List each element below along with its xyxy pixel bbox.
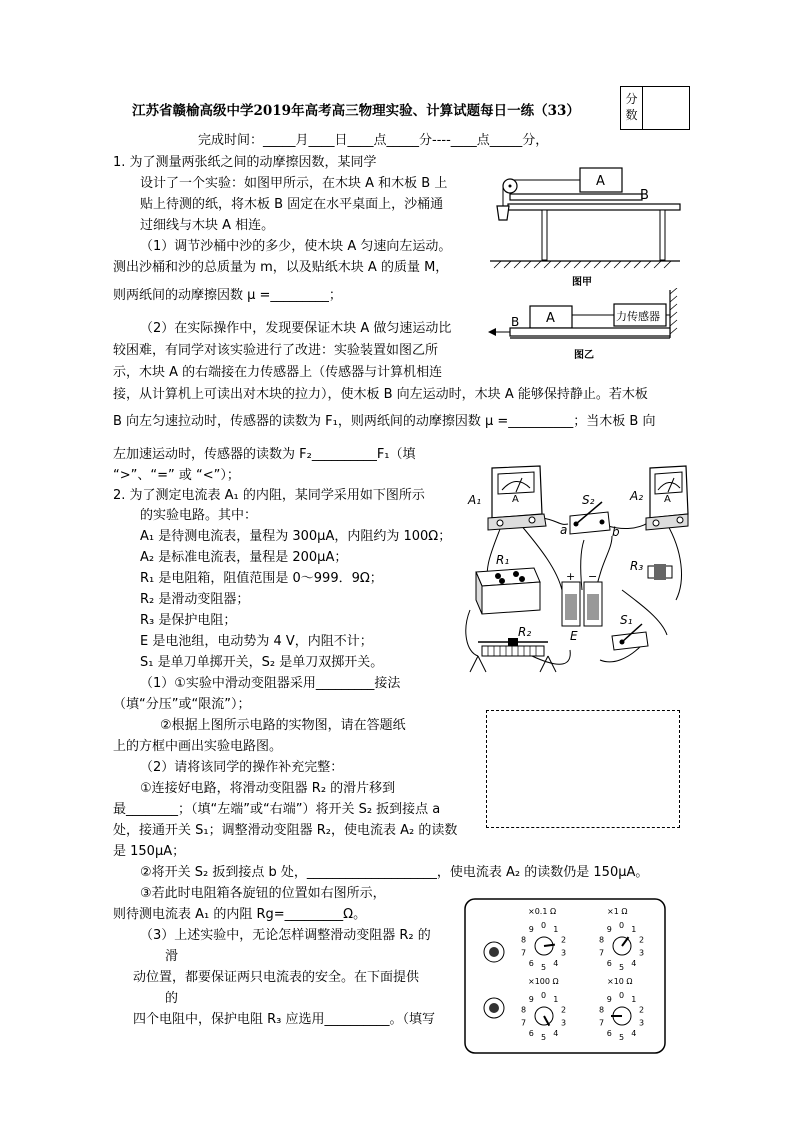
arrow-left-icon	[488, 328, 496, 336]
resistance-dials-figure	[464, 898, 666, 1054]
dial-digit: 8	[521, 1005, 527, 1015]
dial-digit: 8	[521, 935, 527, 945]
switch-s1	[612, 624, 648, 650]
q1-line: 测出沙桶和沙的总质量为 m，以及贴纸木块 A 的质量 M，	[113, 260, 449, 275]
q2-line: R₁ 是电阻箱，阻值范围是 0～999．9Ω；	[140, 571, 383, 586]
dial-digit: 9	[528, 925, 534, 934]
resistor-r3	[648, 564, 672, 580]
label-r1: R₁	[496, 553, 510, 567]
q1-line: 过细线与木块 A 相连。	[140, 218, 275, 233]
label-contact-b: b	[612, 525, 620, 539]
figure-caption: 图乙	[574, 350, 594, 361]
dial-digit: 4	[553, 959, 559, 968]
completion-time: 完成时间：_____月____日____点_____分----____点_____分，	[198, 133, 549, 148]
dial-digit: 8	[599, 935, 605, 945]
q1-line: （1）调节沙桶中沙的多少，使木块 A 匀速向左运动。	[140, 239, 452, 254]
dial-digit: 1	[553, 995, 559, 1004]
dial-digit: 7	[521, 1018, 527, 1028]
label-r3: R₃	[630, 559, 644, 573]
dial-label-x10: ×10 Ω	[607, 977, 633, 986]
dial-digit: 2	[561, 1005, 567, 1015]
label-s1: S₁	[620, 613, 633, 627]
q2-line: ②根据上图所示电路的实物图，请在答题纸	[160, 718, 406, 733]
dial-digit: 3	[561, 1018, 567, 1028]
dial-digit: 1	[553, 925, 559, 934]
q2-line: 是 150μA；	[113, 844, 186, 859]
score-box	[620, 86, 690, 130]
label-r2: R₂	[518, 625, 532, 639]
q2-line: （2）请将该同学的操作补充完整：	[140, 760, 344, 775]
dial-digit: 5	[619, 963, 625, 972]
sand-bucket-icon	[497, 206, 509, 220]
dial-digit: 2	[639, 935, 645, 945]
dial-digit: 6	[606, 1029, 612, 1038]
dial-digit: 6	[528, 959, 534, 968]
dial-digit: 4	[631, 959, 637, 968]
q1-line: B 向左匀速拉动时，传感器的读数为 F₁，则两纸间的动摩擦因数 μ =__________；当木板 B 向	[113, 414, 656, 429]
resistance-box-r1	[476, 568, 540, 614]
label-contact-a: a	[560, 523, 568, 537]
battery-plus: +	[566, 570, 576, 583]
dial-digit: 2	[561, 935, 567, 945]
dial-digit: 0	[619, 991, 625, 1000]
dial-label-x0.1: ×0.1 Ω	[528, 907, 557, 916]
dial-digit: 6	[528, 1029, 534, 1038]
dial-digit: 3	[561, 948, 567, 958]
figure-caption: 图甲	[572, 277, 592, 288]
battery-minus: −	[588, 570, 598, 583]
q2-line: R₃ 是保护电阻；	[140, 613, 237, 628]
q2-line: 四个电阻中，保护电阻 R₃ 应选用__________。（填写	[133, 1012, 436, 1027]
dial-digit: 9	[606, 925, 612, 934]
q2-line: （3）上述实验中，无论怎样调整滑动变阻器 R₂ 的	[140, 928, 431, 943]
dial-digit: 5	[619, 1033, 625, 1042]
q1-line: 接，从计算机上可读出对木块的拉力），使木板 B 向左运动时，木块 A 能够保持静止。若木板	[113, 387, 648, 402]
rheostat-r2	[470, 638, 556, 672]
q1-line: （2）在实际操作中，发现要保证木块 A 做匀速运动比	[140, 321, 452, 336]
label-a: A	[546, 311, 555, 326]
q2-line: E 是电池组，电动势为 4 V，内阻不计；	[140, 634, 373, 649]
dial-digit: 6	[606, 959, 612, 968]
meter-a-label: A	[664, 494, 671, 505]
q1-line: “>”、“=” 或 “<”）；	[113, 468, 240, 483]
sensor-label: 力传感器	[616, 310, 660, 323]
dial-digit: 9	[606, 995, 612, 1004]
dial-digit: 1	[631, 995, 637, 1004]
q2-line: A₁ 是待测电流表，量程为 300μA，内阻约为 100Ω；	[140, 529, 452, 544]
circuit-figure	[462, 460, 690, 695]
dial-digit: 4	[553, 1029, 559, 1038]
label-a2: A₂	[630, 489, 644, 503]
score-label: 分 数	[621, 87, 643, 129]
dial-digit: 0	[619, 921, 625, 930]
dial-digit: 3	[639, 948, 645, 958]
figure-jia	[480, 158, 685, 288]
q2-line: 的实验电路。其中：	[140, 508, 258, 523]
q2-line: ②将开关 S₂ 扳到接点 b 处，____________________，使电流表 A₂ 的读数仍是 150μA。	[140, 865, 649, 880]
q2-line: ③若此时电阻箱各旋钮的位置如右图所示，	[140, 886, 386, 901]
q2-line: ①连接好电路，将滑动变阻器 R₂ 的滑片移到	[140, 781, 396, 796]
q2-line: S₁ 是单刀单掷开关，S₂ 是单刀双掷开关。	[140, 655, 384, 670]
q2-line: （1）①实验中滑动变阻器采用_________接法	[140, 676, 401, 691]
meter-a-label: A	[512, 494, 519, 505]
q2-line: 上的方框中画出实验电路图。	[113, 739, 283, 754]
dial-digit: 4	[631, 1029, 637, 1038]
dial-pointer	[544, 945, 555, 946]
dial-digit: 0	[541, 991, 547, 1000]
q1-line: 较困难，有同学对该实验进行了改进：实验装置如图乙所	[113, 343, 439, 358]
q2-line: 最________；（填“左端”或“右端”）将开关 S₂ 扳到接点 a	[113, 802, 441, 817]
dial-digit: 7	[599, 1018, 605, 1028]
label-s2: S₂	[582, 493, 595, 507]
q2-line: 处，接通开关 S₁；调整滑动变阻器 R₂，使电流表 A₂ 的读数	[113, 823, 458, 838]
dial-digit: 9	[528, 995, 534, 1004]
q1-line: 设计了一个实验：如图甲所示，在木块 A 和木板 B 上	[140, 176, 448, 191]
q2-line: R₂ 是滑动变阻器；	[140, 592, 250, 607]
q2-line: 2. 为了测定电流表 A₁ 的内阻，某同学采用如下图所示	[113, 488, 425, 503]
page-title: 江苏省赣榆高级中学2019年高考高三物理实验、计算试题每日一练（33）	[132, 103, 580, 119]
q2-line: 滑	[165, 949, 179, 964]
dial-label-x100: ×100 Ω	[528, 977, 559, 986]
dial-digit: 2	[639, 1005, 645, 1015]
label-e: E	[570, 629, 578, 643]
dial-digit: 8	[599, 1005, 605, 1015]
q2-line: 则待测电流表 A₁ 的内阻 Rg=_________Ω。	[113, 907, 367, 922]
q1-line: 贴上待测的纸，将木板 B 固定在水平桌面上，沙桶通	[140, 197, 444, 212]
dial-label-x1: ×1 Ω	[607, 907, 628, 916]
dial-digit: 3	[639, 1018, 645, 1028]
answer-box[interactable]	[486, 710, 680, 828]
q2-line: （填“分压”或“限流”）；	[113, 697, 251, 712]
q2-line: 的	[165, 991, 179, 1006]
dial-digit: 7	[521, 948, 527, 958]
label-a1: A₁	[468, 493, 482, 507]
figure-yi	[486, 288, 686, 363]
q1-line: 1. 为了测量两张纸之间的动摩擦因数，某同学	[113, 155, 377, 170]
q1-line: 示，木块 A 的右端接在力传感器上（传感器与计算机相连	[113, 365, 443, 380]
label-b: B	[511, 315, 520, 329]
dial-digit: 0	[541, 921, 547, 930]
q1-line: 左加速运动时，传感器的读数为 F₂__________F₁（填	[113, 447, 416, 462]
dial-digit: 5	[541, 963, 547, 972]
label-b: B	[640, 188, 649, 203]
dial-digit: 5	[541, 1033, 547, 1042]
dial-digit: 7	[599, 948, 605, 958]
q2-line: 动位置，都要保证两只电流表的安全。在下面提供	[133, 970, 420, 985]
q1-line: 则两纸间的动摩擦因数 μ =_________；	[113, 288, 342, 303]
label-a: A	[596, 174, 605, 189]
q2-line: A₂ 是标准电流表，量程是 200μA；	[140, 550, 348, 565]
dial-digit: 1	[631, 925, 637, 934]
